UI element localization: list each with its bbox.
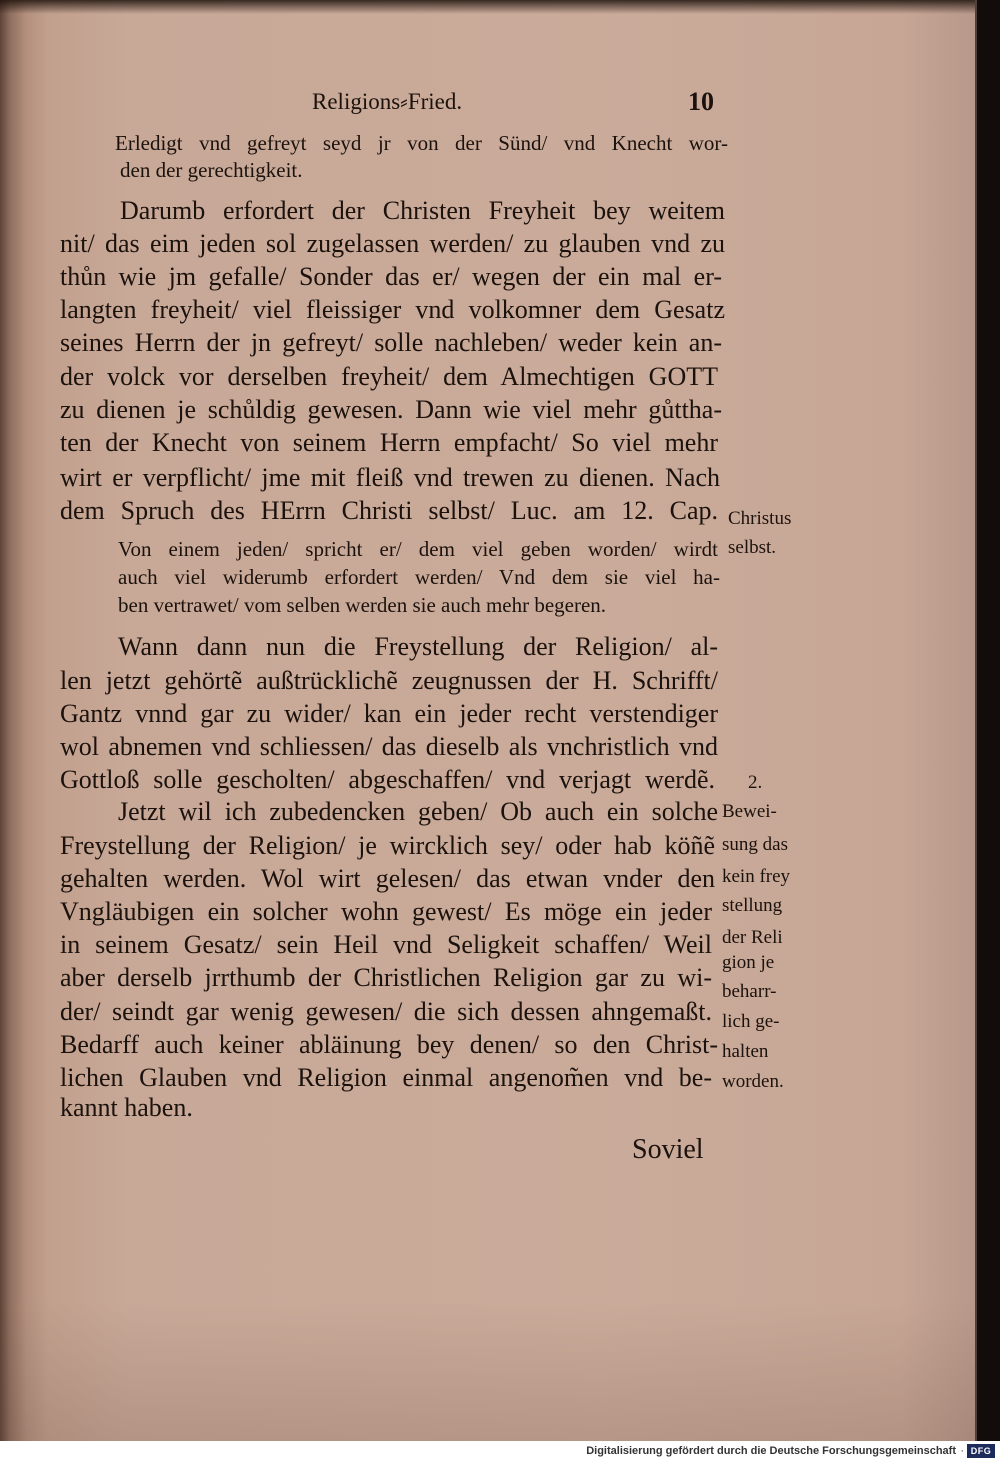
text-line: nit/ das eim jeden sol zugelassen werden/ zu glauben vnd zu (60, 229, 725, 258)
running-head: Religions⸗Fried. (312, 89, 463, 114)
text-line: auch viel widerumb erfordert werden/ Vnd dem sie viel ha- (118, 565, 720, 589)
text-line: kannt haben. (60, 1093, 193, 1122)
paper-tone (0, 1300, 975, 1441)
text-line: seines Herrn der jn gefreyt/ solle nachleben/ weder kein an- (60, 328, 722, 357)
text-line: gehalten werden. Wol wirt gelesen/ das etwan vnder den (60, 864, 715, 893)
text-line: wirt er verpflicht/ jme mit fleiß vnd trewen zu dienen. Nach (60, 463, 720, 492)
text-line: in seinem Gesatz/ sein Heil vnd Seligkeit schaffen/ Weil (60, 930, 712, 959)
text-line: zu dienen je schůldig gewesen. Dann wie viel mehr gůttha- (60, 395, 722, 424)
text-line: den der gerechtigkeit. (120, 158, 303, 182)
text-line: Gottloß solle gescholten/ abgeschaffen/ vnd verjagt werdẽ. (60, 765, 715, 794)
text-line: len jetzt gehörtẽ außtrücklichẽ zeugnussen der H. Schrifft/ (60, 666, 718, 695)
text-line: Vngläubigen ein solcher wohn gewest/ Es möge ein jeder (60, 897, 712, 926)
text-line: lichen Glauben vnd Religion einmal angenom̃en vnd be- (60, 1063, 712, 1092)
scan-shadow (0, 0, 975, 14)
margin-note: worden. (722, 1071, 784, 1092)
text-line: ben vertrawet/ vom selben werden sie auch mehr begeren. (118, 593, 607, 617)
text-line: ten der Knecht von seinem Herrn empfacht/ So viel mehr (60, 428, 718, 457)
text-line: Freystellung der Religion/ je wircklich sey/ oder hab köñẽ (60, 831, 715, 860)
text-line: thůn wie jm gefalle/ Sonder das er/ wegen der ein mal er- (60, 262, 722, 291)
catchword: Soviel (632, 1134, 704, 1165)
text-line: der/ seindt gar wenig gewesen/ die sich dessen ahngemaßt. (60, 997, 712, 1026)
text-line: Gantz vnnd gar zu wider/ kan ein jeder recht verstendiger (60, 699, 718, 728)
margin-note: Christus (728, 508, 792, 529)
margin-note: stellung (722, 895, 783, 916)
footer-separator: · (960, 1445, 964, 1457)
text-line: Bedarff auch keiner abläinung bey denen/ so den Christ- (60, 1030, 718, 1059)
text-line: wol abnemen vnd schliessen/ das dieselb als vnchristlich vnd (60, 732, 718, 761)
dfg-logo-icon: DFG (967, 1444, 995, 1458)
footer-bar (0, 1441, 1000, 1461)
margin-note: Bewei- (722, 801, 777, 822)
margin-note: beharr- (722, 981, 777, 1002)
text-line: der volck vor derselben freyheit/ dem Almechtigen GOTT (60, 362, 718, 391)
text-line: Jetzt wil ich zubedencken geben/ Ob auch ein solche (118, 797, 718, 826)
margin-note: der Reli (722, 927, 783, 948)
margin-note: lich ge- (722, 1011, 780, 1032)
text-line: Darumb erfordert der Christen Freyheit bey weitem (120, 196, 725, 225)
margin-note: sung das (722, 834, 788, 855)
margin-note: halten (722, 1041, 769, 1062)
text-line: Erledigt vnd gefreyt seyd jr von der Sünd/ vnd Knecht wor- (115, 131, 728, 155)
scan-border (975, 0, 1000, 1441)
text-line: dem Spruch des HErrn Christi selbst/ Luc. am 12. Cap. (60, 496, 718, 525)
text-line: Von einem jeden/ spricht er/ dem viel geben worden/ wirdt (118, 537, 718, 561)
margin-note: kein frey (722, 866, 791, 887)
text-line: langten freyheit/ viel fleissiger vnd volkomner dem Gesatz (60, 295, 725, 324)
text-line: Wann dann nun die Freystellung der Religion/ al- (118, 632, 718, 661)
margin-note: gion je (722, 952, 775, 973)
footer-credit: Digitalisierung gefördert durch die Deutsche Forschungsgemeinschaft (586, 1445, 956, 1457)
margin-note: selbst. (728, 537, 777, 558)
margin-section-number: 2. (748, 772, 763, 793)
text-line: aber derselb jrrthumb der Christlichen Religion gar zu wi- (60, 963, 712, 992)
page-number: 10 (688, 87, 714, 116)
